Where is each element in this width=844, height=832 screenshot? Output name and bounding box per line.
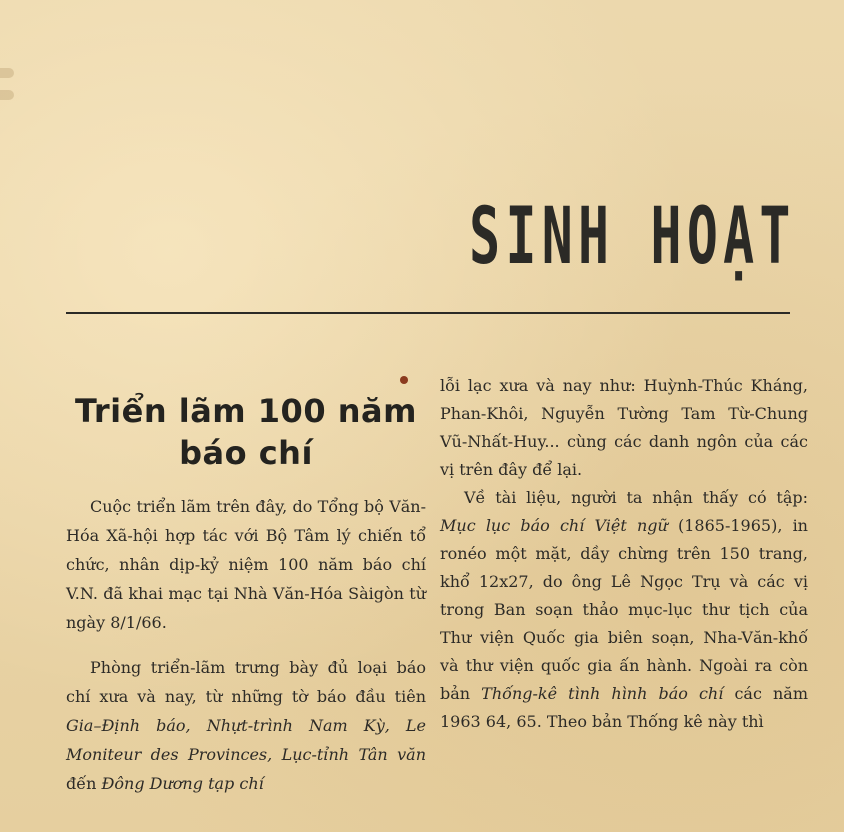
left-paragraph-1: Cuộc triển lãm trên đây, do Tổng bộ Văn-Hóa Xã-hội hợp tác với Bộ Tâm lý chiến tổ chức, nhân dịp-kỷ niệm 100 năm báo chí V.N. đã khai mạc tại Nhà Văn-Hóa Sàigòn từ ngày 8/1/66. — [66, 497, 426, 633]
left-paragraph-2-italic-1: Gia–Định báo, Nhựt-trình Nam Kỳ, Le Moniteur des Provinces, Lục-tỉnh Tân văn — [66, 716, 426, 765]
article-title — [66, 390, 426, 474]
right-paragraph-2-italic-2: Thống-kê tình hình báo chí — [481, 684, 724, 703]
right-paragraph-2-a: Về tài liệu, người ta nhận thấy có tập: — [464, 488, 808, 507]
right-paragraph-2 — [440, 484, 808, 736]
title-rule — [66, 312, 790, 314]
right-paragraph-1: lỗi lạc xưa và nay như: Huỳnh-Thúc Kháng, Phan-Khôi, Nguyễn Tường Tam Từ-Chung Vũ-Nhất-Huy... cùng các danh ngôn của các vị trên đây để lại. — [440, 376, 808, 479]
section-title: SINH HOẠT — [469, 192, 796, 282]
left-column — [66, 372, 426, 798]
right-column — [440, 372, 808, 736]
article-title-line-1: Triển lãm 100 năm — [75, 392, 417, 430]
right-paragraph-2-italic-1: Mục lục báo chí Việt ngữ — [440, 516, 668, 535]
left-paragraph-2-italic-2: Đông Dương tạp chí — [101, 774, 264, 794]
right-paragraph-2-c: các năm 1963 64, 65. Theo bản Thống kê này thì — [440, 684, 808, 731]
left-paragraph-2-text: Phòng triển-lãm trưng bày đủ loại báo chí xưa và nay, từ những tờ báo đầu tiên — [66, 658, 426, 707]
page-edge-marks — [0, 60, 16, 120]
left-paragraph-2 — [66, 653, 426, 798]
article-title-line-2: báo chí — [179, 434, 313, 473]
right-paragraph-2-b: (1865-1965), in ronéo một mặt, dầy chừng trên 150 trang, khổ 12x27, do ông Lê Ngọc Trụ và các vị trong Ban soạn thảo mục-lục thư tịch của Thư viện Quốc gia biên soạn, Nha-Văn-khố và thư viện quốc gia ấn hành. Ngoài ra còn bản — [440, 516, 808, 703]
left-paragraph-2-mid: đến — [66, 774, 97, 794]
